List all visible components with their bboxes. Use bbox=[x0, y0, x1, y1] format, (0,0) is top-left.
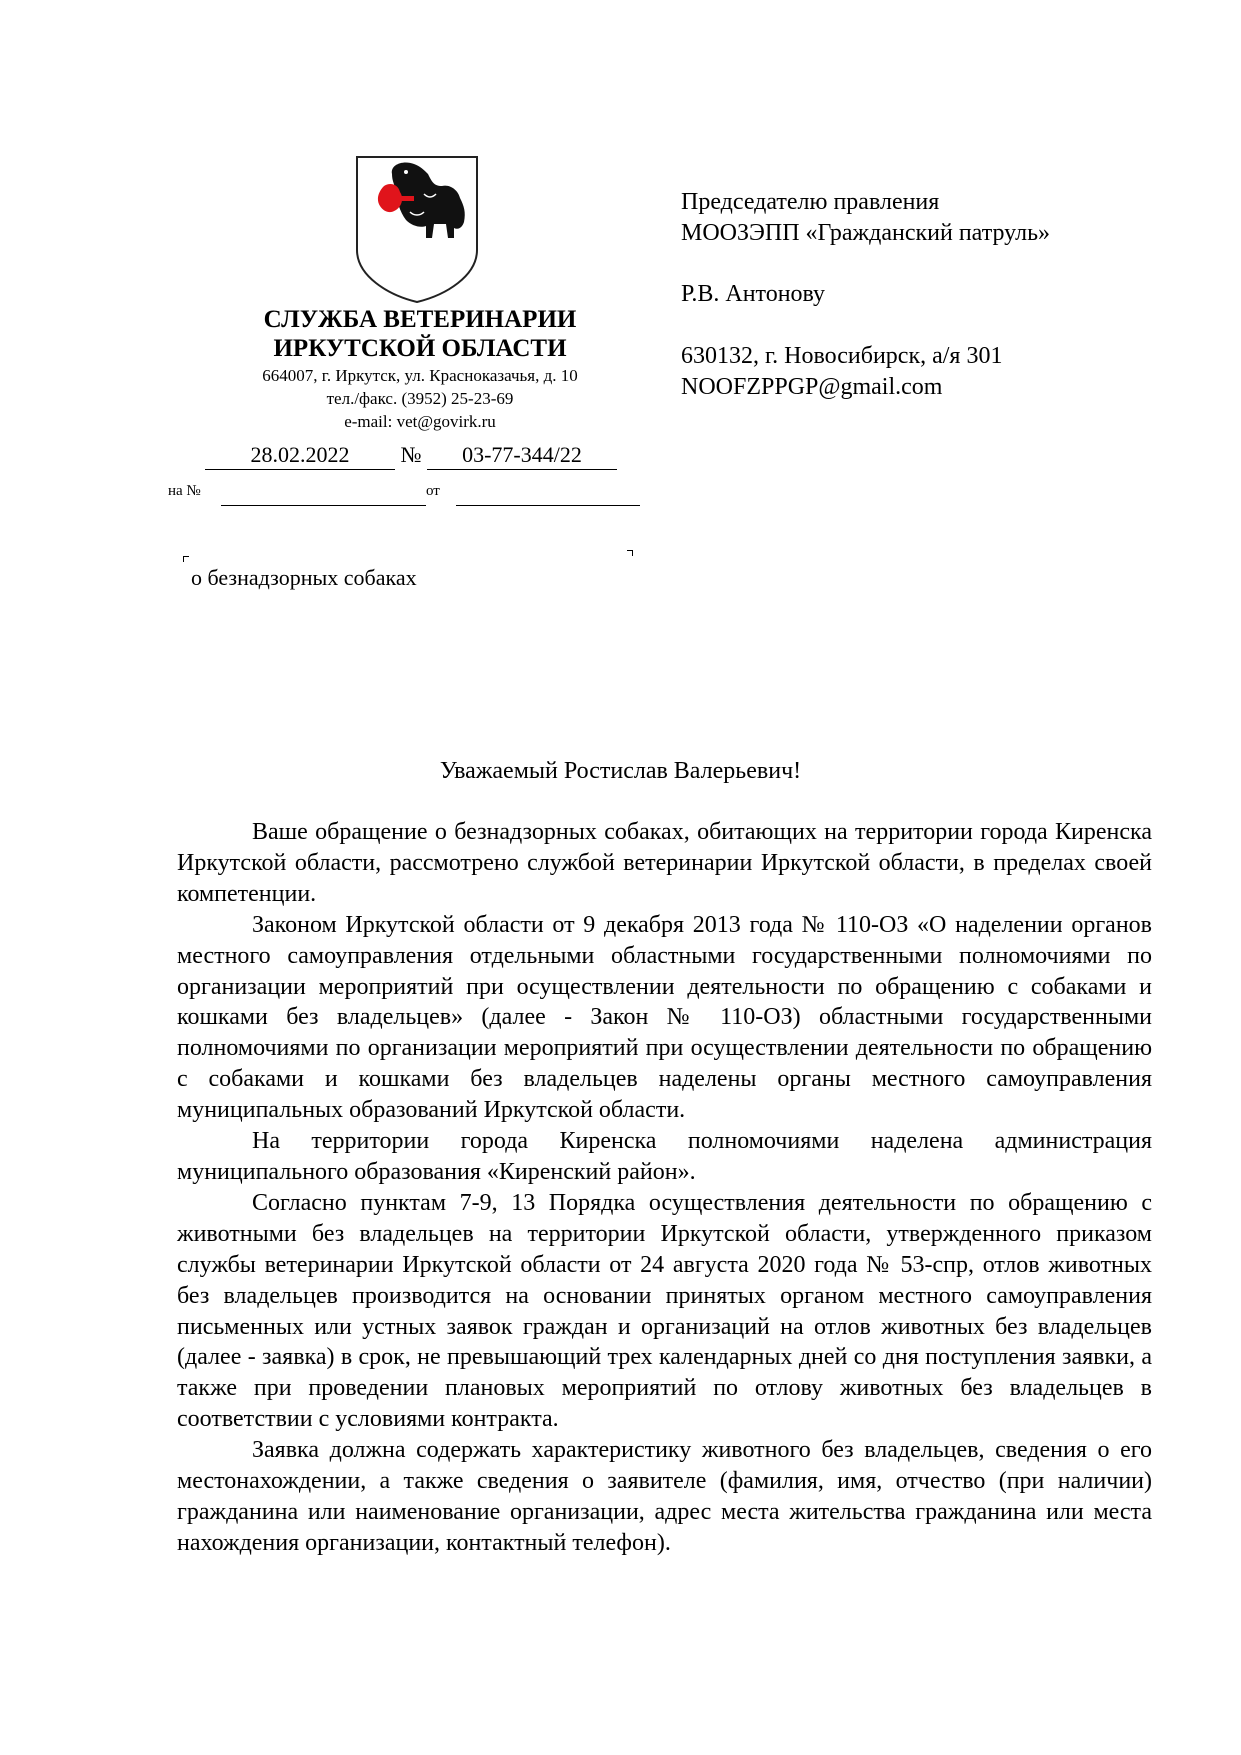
salutation: Уважаемый Ростислав Валерьевич! bbox=[439, 758, 802, 784]
letter-body bbox=[177, 817, 1152, 1559]
recipient-email: NOOFZPPGP@gmail.com bbox=[681, 374, 943, 400]
subject-line: о безнадзорных собаках bbox=[191, 565, 417, 590]
registration-number: 03-77-344/22 bbox=[462, 442, 582, 467]
body-paragraph: Ваше обращение о безнадзорных собаках, обитающих на территории города Киренска Иркутской области, рассмотрено службой ветеринарии Иркутской области, в пределах своей компетенции. bbox=[177, 819, 1152, 907]
sender-address: 664007, г. Иркутск, ул. Красноказачья, д. 10 bbox=[262, 366, 578, 385]
subject-corner-left bbox=[183, 556, 189, 562]
body-paragraph: Согласно пунктам 7-9, 13 Порядка осуществления деятельности по обращению с животными без владельцев на территории Иркутской области, утвержденного приказом службы ветеринарии Иркутской области от 24 августа 2020 года № 53-спр, отлов животных без владельцев производится на основании принятых органом местного самоуправления письменных или устных заявок граждан и организаций на отлов животных без владельцев (далее - заявка) в срок, не превышающий трех календарных дней со дня поступления заявки, а также при проведении плановых мероприятий по отлову животных без владельцев в соответствии с условиями контракта. bbox=[177, 1189, 1152, 1433]
recipient-address: 630132, г. Новосибирск, а/я 301 bbox=[681, 343, 1003, 369]
body-paragraph: На территории города Киренска полномочиями наделена администрация муниципального образования «Киренский район». bbox=[177, 1128, 1152, 1185]
ref-date-underline bbox=[456, 505, 640, 506]
sender-email: e-mail: vet@govirk.ru bbox=[344, 412, 496, 431]
ref-number-underline bbox=[221, 505, 426, 506]
org-name-line2: ИРКУТСКОЙ ОБЛАСТИ bbox=[273, 335, 567, 362]
number-underline bbox=[427, 469, 617, 470]
sender-phone: тел./факс. (3952) 25-23-69 bbox=[326, 389, 514, 408]
registration-date: 28.02.2022 bbox=[250, 442, 350, 467]
recipient-title: Председателю правления bbox=[681, 189, 940, 215]
recipient-organization: МООЗЭПП «Гражданский патруль» bbox=[681, 220, 1051, 246]
org-name-line1: СЛУЖБА ВЕТЕРИНАРИИ bbox=[263, 306, 577, 333]
date-underline bbox=[205, 469, 395, 470]
body-paragraph: Заявка должна содержать характеристику животного без владельцев, сведения о его местонахождении, а также сведения о заявителе (фамилия, имя, отчество (при наличии) гражданина или наименование организации, адрес места жительства гражданина или места нахождения организации, контактный телефон). bbox=[177, 1437, 1152, 1556]
coat-of-arms-icon bbox=[354, 154, 480, 304]
ref-label: на № bbox=[168, 483, 201, 499]
recipient-name: Р.В. Антонову bbox=[681, 281, 826, 307]
subject-corner-right bbox=[627, 550, 633, 556]
body-paragraph: Законом Иркутской области от 9 декабря 2013 года № 110-ОЗ «О наделении органов местного самоуправления отдельными областными государственными полномочиями по организации мероприятий при осуществлении деятельности по обращению с собаками и кошками без владельцев» (далее - Закон № 110-ОЗ) областными государственными полномочиями по организации мероприятий при осуществлении деятельности по обращению с собаками и кошками без владельцев наделены органы местного самоуправления муниципальных образований Иркутской области. bbox=[177, 911, 1152, 1124]
number-label: № bbox=[400, 442, 422, 467]
from-label: от bbox=[426, 483, 440, 499]
